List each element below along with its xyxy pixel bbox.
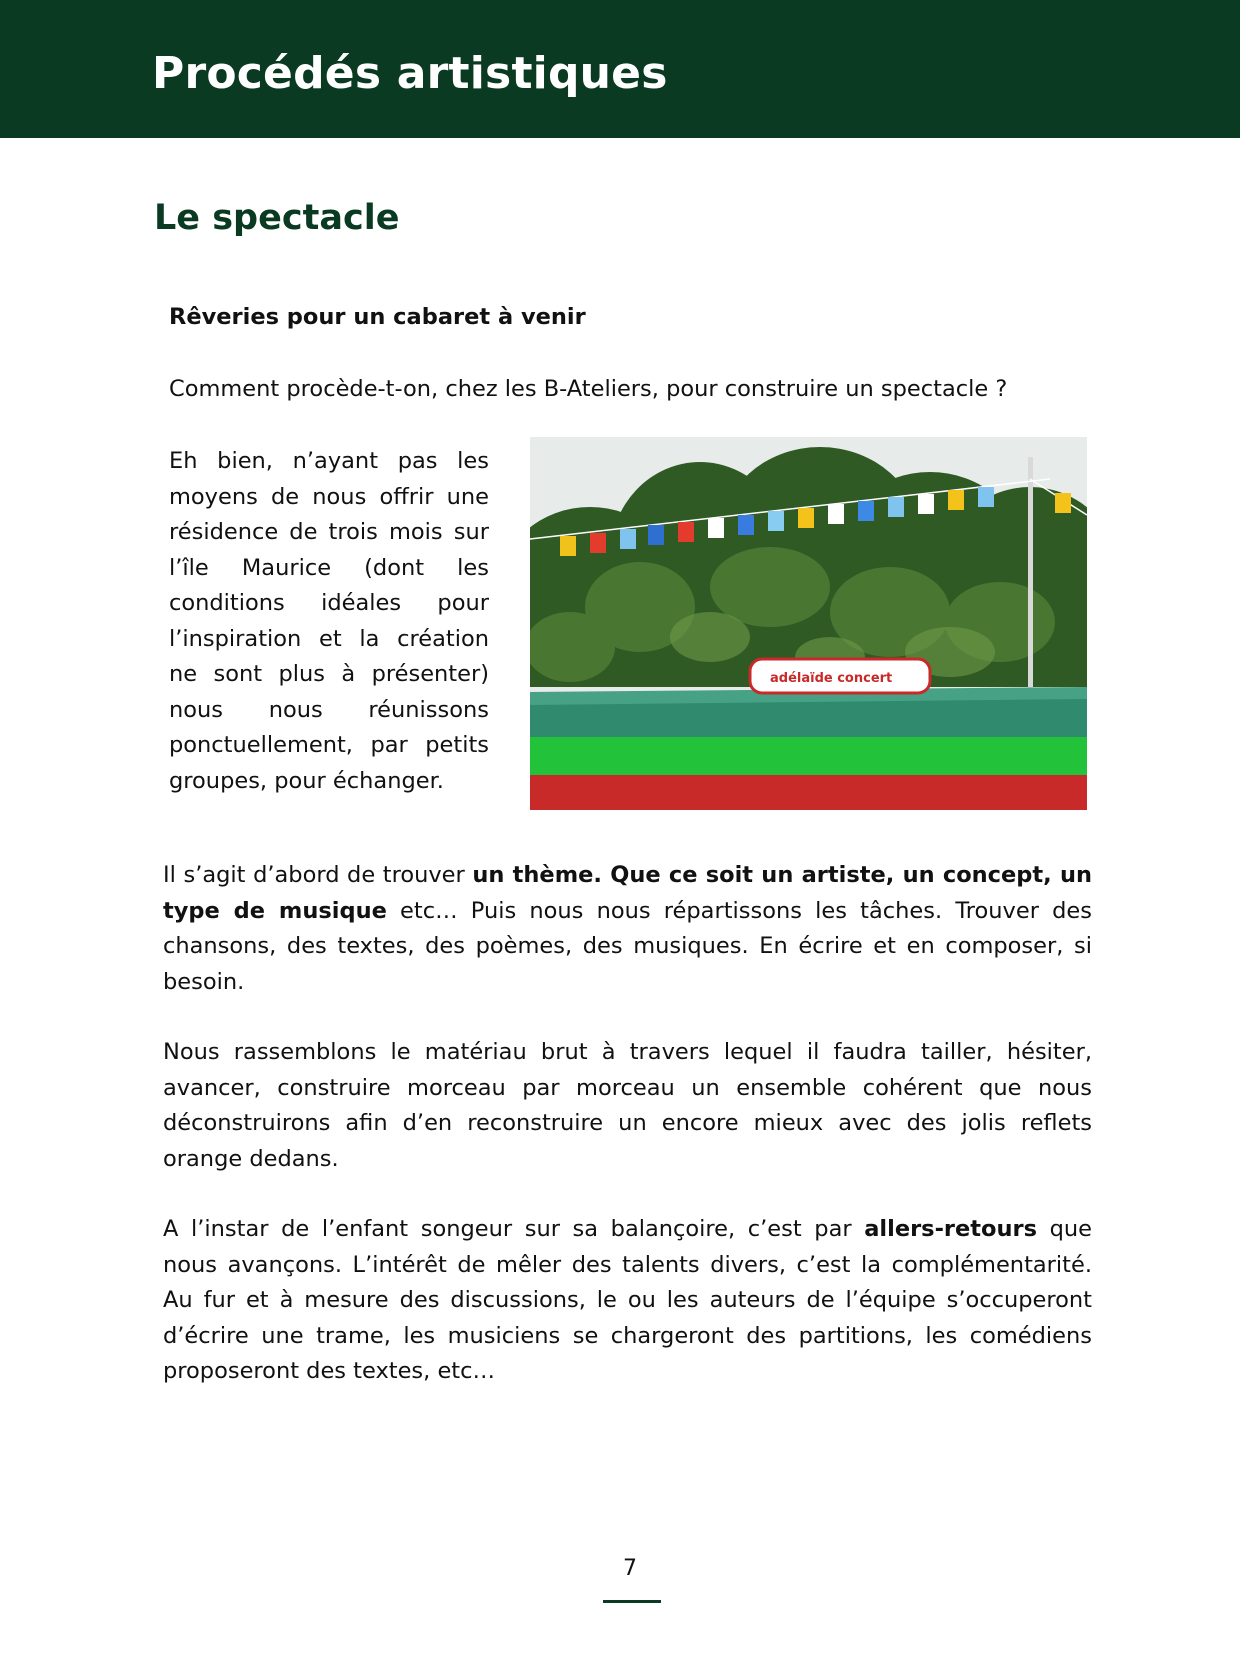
paragraph-back-and-forth bbox=[163, 1212, 1092, 1390]
page-number: 7 bbox=[623, 1556, 637, 1581]
barge-photo bbox=[530, 437, 1087, 810]
header-band bbox=[0, 0, 1240, 138]
paragraph-theme-text-1: Il s’agit d’abord de trouver bbox=[163, 862, 473, 888]
paragraph-back-and-forth-bold: allers-retours bbox=[864, 1216, 1037, 1242]
paragraph-theme-bold: un thème. Que ce soit un artiste, un concept, un type de musique bbox=[163, 862, 1092, 924]
intro-paragraph: Comment procède-t-on, chez les B-Ateliers, pour construire un spectacle ? bbox=[169, 376, 1008, 402]
paragraph-back-and-forth-text-1: A l’instar de l’enfant songeur sur sa balançoire, c’est par bbox=[163, 1216, 865, 1242]
page-number-rule bbox=[603, 1600, 661, 1603]
paragraph-theme bbox=[163, 858, 1092, 1000]
page-title: Procédés artistiques bbox=[152, 48, 668, 99]
paragraph-material: Nous rassemblons le matériau brut à travers lequel il faudra tailler, hésiter, avancer, construire morceau par morceau un ensemble cohérent que nous déconstruirons afin d’en reconstruire un encore mieux avec des jolis reflets orange dedans. bbox=[163, 1039, 1092, 1172]
barge-sign-text: adélaïde concert bbox=[770, 671, 893, 686]
section-title: Le spectacle bbox=[154, 198, 400, 238]
paragraph-back-and-forth-text-2: que nous avançons. L’intérêt de mêler des talents divers, c’est la complémentarité. Au fur et à mesure des discussions, le ou les auteurs de l’équipe s’occuperont d’écrire une trame, les musiciens se chargeront des partitions, les comédiens proposeront des textes, etc… bbox=[163, 1216, 1092, 1384]
subtitle: Rêveries pour un cabaret à venir bbox=[169, 304, 586, 330]
paragraph-theme-text-2: etc… Puis nous nous répartissons les tâches. Trouver des chansons, des textes, des poèmes, des musiques. En écrire et en composer, si besoin. bbox=[163, 897, 1092, 995]
side-paragraph: Eh bien, n’ayant pas les moyens de nous offrir une résidence de trois mois sur l’île Maurice (dont les conditions idéales pour l’inspiration et la création ne sont plus à présenter) nous nous réunissons ponctuellement, par petits groupes, pour échanger. bbox=[169, 448, 489, 794]
